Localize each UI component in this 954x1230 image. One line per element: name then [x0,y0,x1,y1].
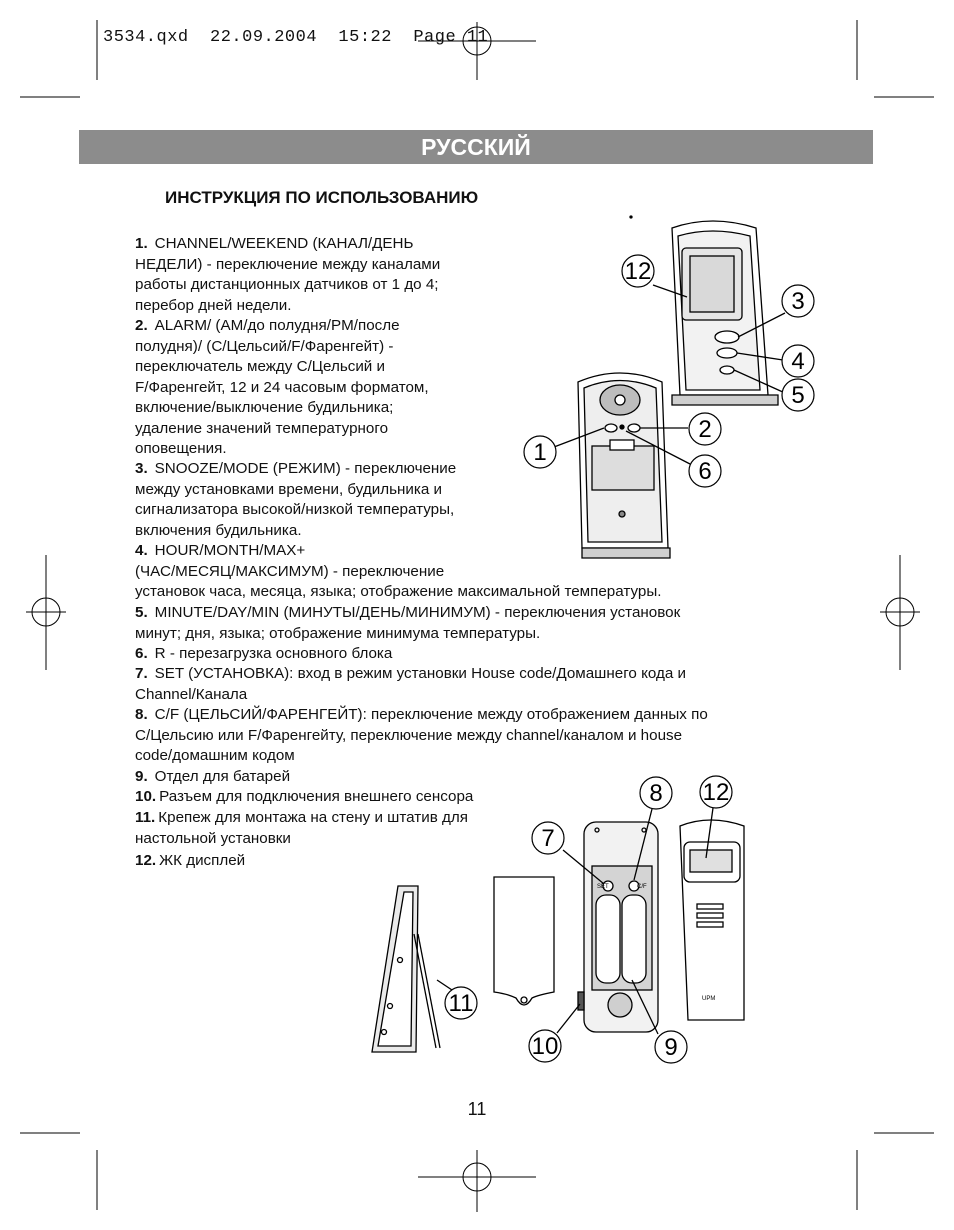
instruction-item-4: 4. HOUR/MONTH/MAX+ (ЧАС/МЕСЯЦ/МАКСИМУМ) - переключение установок часа, месяца, языка; отображение максимальной температуры. [135,542,662,600]
callout-4: 4 [791,348,805,375]
callout-8: 8 [649,780,663,807]
instruction-item-9: 9. Отдел для батарей [135,768,291,785]
sensor-cf-label: C/F [637,884,647,890]
callout-9: 9 [664,1034,678,1061]
sensor-set-label: SET [597,884,609,890]
print-slug: 3534.qxd 22.09.2004 15:22 Page 11 [103,28,489,47]
callout-7: 7 [541,825,555,852]
callout-12-top: 12 [624,258,652,285]
callout-12-bottom: 12 [702,779,730,806]
instruction-item-2: 2. ALARM/ (AM/до полудня/PM/после полудня)/ (C/Цельсий/F/Фаренгейт) - переключатель между C/Цельсий и F/Фаренгейт, 12 и 24 часовым форматом, включение/выключение будильника; удаление значений температурного оповещения. [135,317,429,457]
callout-1: 1 [533,439,547,466]
callout-10: 10 [531,1033,559,1060]
section-heading: ИНСТРУКЦИЯ ПО ИСПОЛЬЗОВАНИЮ [165,188,479,207]
instruction-item-6: 6. R - перезагрузка основного блока [135,645,393,662]
instruction-item-1: 1. CHANNEL/WEEKEND (КАНАЛ/ДЕНЬ НЕДЕЛИ) - переключение между каналами работы дистанционных датчиков от 1 до 4; перебор дней недели. [135,235,441,314]
instruction-item-5: 5. MINUTE/DAY/MIN (МИНУТЫ/ДЕНЬ/МИНИМУМ) - переключения установок минут; дня, языка; отображение минимума температуры. [135,604,681,642]
instruction-item-12: 12. ЖК дисплей [135,852,246,869]
sensor-brand-label: UPM [702,996,716,1002]
callout-3: 3 [791,288,805,315]
language-banner: РУССКИЙ [79,130,873,164]
callout-5: 5 [791,382,805,409]
callout-6: 6 [698,458,712,485]
instruction-item-3: 3. SNOOZE/MODE (РЕЖИМ) - переключение между установками времени, будильника и сигнализатора высокой/низкой температуры, включения будильника. [135,460,457,539]
callout-2: 2 [698,416,712,443]
instruction-item-11: 11. Крепеж для монтажа на стену и штатив для настольной установки [135,809,468,847]
instruction-item-7: 7. SET (УСТАНОВКА): вход в режим установки House code/Домашнего кода и Channel/Канала [135,665,687,703]
page-number: 11 [467,1099,487,1119]
callout-11: 11 [448,990,474,1017]
instruction-item-10: 10. Разъем для подключения внешнего сенсора [135,788,474,805]
instruction-item-8: 8. C/F (ЦЕЛЬСИЙ/ФАРЕНГЕЙТ): переключение между отображением данных по C/Цельсию или F/Фаренгейту, переключение между channel/каналом и house code/домашним кодом [135,706,708,764]
